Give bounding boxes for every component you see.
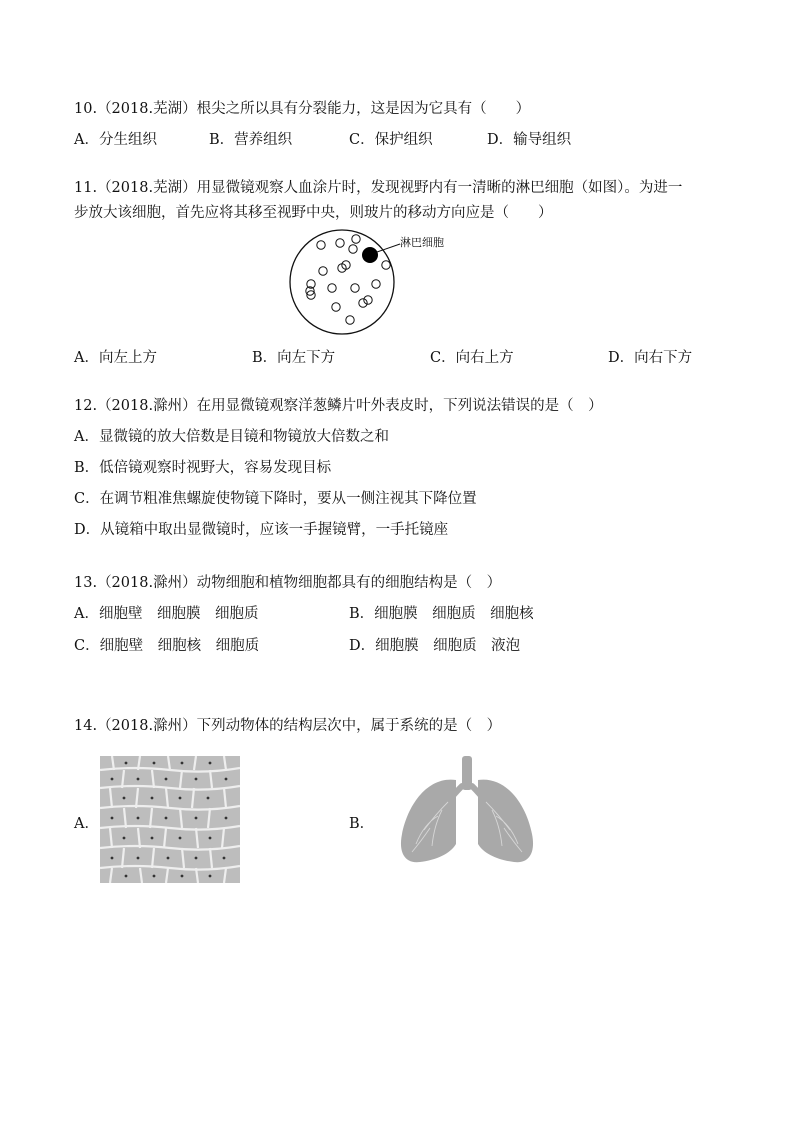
question-number: 14. — [74, 718, 98, 734]
lungs-illustration — [398, 756, 536, 868]
field-of-view-circle — [290, 230, 394, 334]
question-number: 13. — [74, 575, 98, 591]
question-11-stem-line1 — [74, 176, 682, 197]
question-number: 10. — [74, 101, 98, 117]
question-text: （2018.芜湖）用显微镜观察人血涂片时，发现视野内有一清晰的淋巴细胞（如图）。为进一 — [97, 180, 683, 196]
q14-option-a: A． — [74, 816, 99, 832]
lymphocyte-pointer-line — [377, 244, 400, 252]
q11-option-b: B．向左下方 — [252, 350, 336, 366]
q14-option-b: B． — [349, 816, 375, 832]
question-text: （2018.芜湖）根尖之所以具有分裂能力，这是因为它具有（ ） — [97, 101, 531, 117]
right-lung — [478, 780, 533, 863]
q13-option-d: D．细胞膜 细胞质 液泡 — [349, 638, 521, 654]
question-number: 11. — [74, 180, 98, 196]
q11-option-d: D．向右下方 — [608, 350, 693, 366]
epithelial-tissue-image — [100, 756, 240, 883]
question-14-stem — [74, 714, 501, 735]
q10-option-a: A．分生组织 — [74, 132, 157, 148]
question-number: 12. — [74, 398, 98, 414]
microscope-field-figure — [288, 220, 468, 344]
lymphocyte-label: 淋巴细胞 — [400, 236, 444, 249]
question-10-stem — [74, 97, 530, 118]
q10-option-b: B．营养组织 — [209, 132, 293, 148]
q13-option-a: A．细胞壁 细胞膜 细胞质 — [74, 606, 259, 622]
q12-option-b: B．低倍镜观察时视野大，容易发现目标 — [74, 460, 332, 476]
question-text: （2018.滁州）在用显微镜观察洋葱鳞片叶外表皮时，下列说法错误的是（ ） — [97, 398, 603, 414]
question-text: （2018.滁州）下列动物体的结构层次中，属于系统的是（ ） — [97, 718, 502, 734]
red-blood-cells — [306, 235, 390, 324]
field-of-view-diagram — [288, 220, 468, 344]
q10-option-d: D．输导组织 — [487, 132, 572, 148]
q11-option-c: C．向右上方 — [430, 350, 514, 366]
q12-option-a: A．显微镜的放大倍数是目镜和物镜放大倍数之和 — [74, 429, 389, 445]
lymphocyte-marker — [362, 247, 378, 263]
q13-option-b: B．细胞膜 细胞质 细胞核 — [349, 606, 534, 622]
question-text: （2018.滁州）动物细胞和植物细胞都具有的细胞结构是（ ） — [97, 575, 502, 591]
left-lung — [401, 780, 456, 863]
question-12-stem — [74, 394, 603, 415]
lungs-image — [398, 756, 536, 868]
tissue-cells-illustration — [100, 756, 240, 883]
q11-option-a: A．向左上方 — [74, 350, 157, 366]
q12-option-c: C．在调节粗准焦螺旋使物镜下降时，要从一侧注视其下降位置 — [74, 491, 477, 507]
question-13-stem — [74, 571, 501, 592]
q13-option-c: C．细胞壁 细胞核 细胞质 — [74, 638, 260, 654]
q10-option-c: C．保护组织 — [349, 132, 433, 148]
question-11-stem-line2: 步放大该细胞，首先应将其移至视野中央，则玻片的移动方向应是（ ） — [74, 205, 553, 221]
q12-option-d: D．从镜箱中取出显微镜时，应该一手握镜臂，一手托镜座 — [74, 522, 449, 538]
